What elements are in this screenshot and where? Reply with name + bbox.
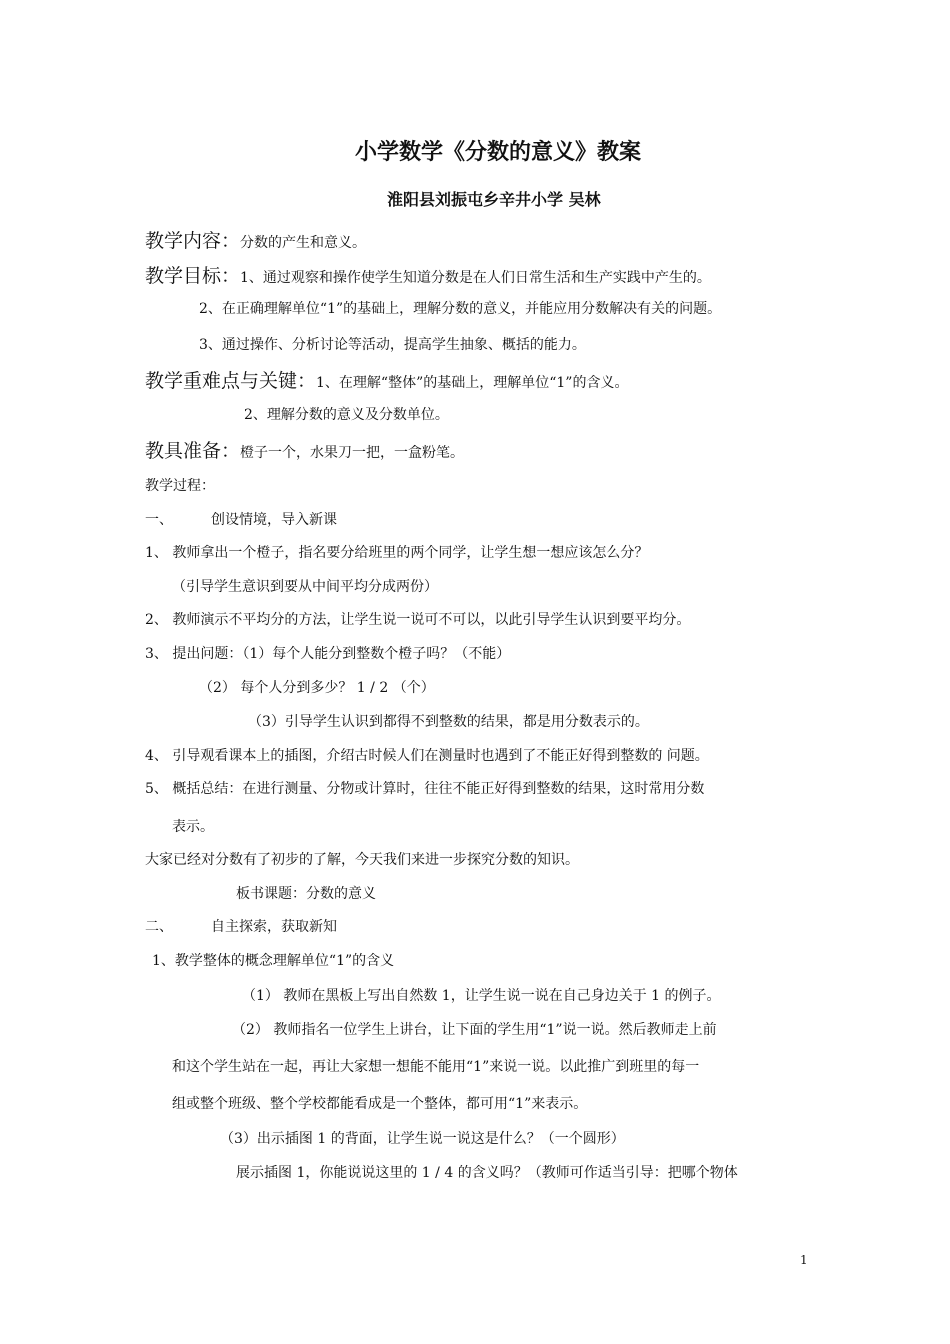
section-1-number: 一、 [145, 512, 173, 528]
keypoints-line-1 [145, 368, 628, 396]
section-1-title: 创设情境，导入新课 [211, 512, 337, 528]
paragraph-line: （引导学生意识到要从中间平均分成两份） [172, 579, 438, 595]
keypoints-heading: 教学重难点与关键： [145, 370, 317, 392]
paragraph-line: （1） 教师在黑板上写出自然数 1，让学生说一说在自己身边关于 1 的例子。 [242, 988, 721, 1004]
paragraph-line: 大家已经对分数有了初步的了解，今天我们来进一步探究分数的知识。 [145, 852, 579, 868]
content-heading: 教学内容： [145, 230, 241, 252]
paragraph-line: 2、 教师演示不平均分的方法，让学生说一说可不可以，以此引导学生认识到要平均分。 [145, 612, 691, 628]
section-2-number: 二、 [145, 919, 173, 935]
process-label: 教学过程： [145, 478, 215, 494]
paragraph-line: 表示。 [172, 819, 214, 835]
paragraph-line: 展示插图 1，你能说说这里的 1 / 4 的含义吗？（教师可作适当引导：把哪个物体 [236, 1165, 738, 1181]
doc-title: 小学数学《分数的意义》教案 [355, 139, 642, 165]
section-2-title: 自主探索，获取新知 [211, 919, 337, 935]
tools-text: 橙子一个，水果刀一把，一盒粉笔。 [240, 445, 465, 461]
goal-item: 1、通过观察和操作使学生知道分数是在人们日常生活和生产实践中产生的。 [240, 270, 711, 286]
paragraph-line: （3）引导学生认识到都得不到整数的结果，都是用分数表示的。 [248, 714, 649, 730]
goal-item: 2、在正确理解单位“1”的基础上，理解分数的意义，并能应用分数解决有关的问题。 [199, 301, 722, 317]
doc-author: 淮阳县刘振屯乡辛井小学 吴林 [387, 190, 601, 209]
paragraph-line: 5、 概括总结：在进行测量、分物或计算时，往往不能正好得到整数的结果，这时常用分数 [145, 781, 705, 797]
goals-line-1 [145, 263, 711, 291]
paragraph-line: 组或整个班级、整个学校都能看成是一个整体，都可用“1”来表示。 [172, 1096, 588, 1112]
paragraph-line: 1、 教师拿出一个橙子，指名要分给班里的两个同学，让学生想一想应该怎么分？ [145, 545, 649, 561]
content-line [145, 228, 366, 256]
paragraph-line: 4、 引导观看课本上的插图，介绍古时候人们在测量时也遇到了不能正好得到整数的 问题。 [145, 748, 709, 764]
paragraph-line: （3）出示插图 1 的背面，让学生说一说这是什么？（一个圆形） [220, 1131, 625, 1147]
goals-heading: 教学目标： [145, 265, 241, 287]
goal-item: 3、通过操作、分析讨论等活动，提高学生抽象、概括的能力。 [199, 337, 586, 353]
paragraph-line: 和这个学生站在一起，再让大家想一想能不能用“1”来说一说。以此推广到班里的每一 [172, 1059, 700, 1075]
keypoint-item: 2、理解分数的意义及分数单位。 [244, 407, 449, 423]
tools-heading: 教具准备： [145, 440, 241, 462]
board-title: 板书课题：分数的意义 [236, 886, 376, 902]
paragraph-line: （2） 教师指名一位学生上讲台，让下面的学生用“1”说一说。然后教师走上前 [232, 1022, 717, 1038]
paragraph-line: 3、 提出问题：（1）每个人能分到整数个橙子吗？（不能） [145, 646, 511, 662]
page-number: 1 [800, 1253, 808, 1267]
keypoint-item: 1、在理解“整体”的基础上，理解单位“1”的含义。 [316, 375, 629, 391]
content-text: 分数的产生和意义。 [240, 235, 367, 251]
paragraph-line: （2） 每个人分到多少？ 1 / 2 （个） [199, 680, 435, 696]
paragraph-line: 1、教学整体的概念理解单位“1”的含义 [152, 953, 395, 969]
tools-line [145, 438, 464, 466]
